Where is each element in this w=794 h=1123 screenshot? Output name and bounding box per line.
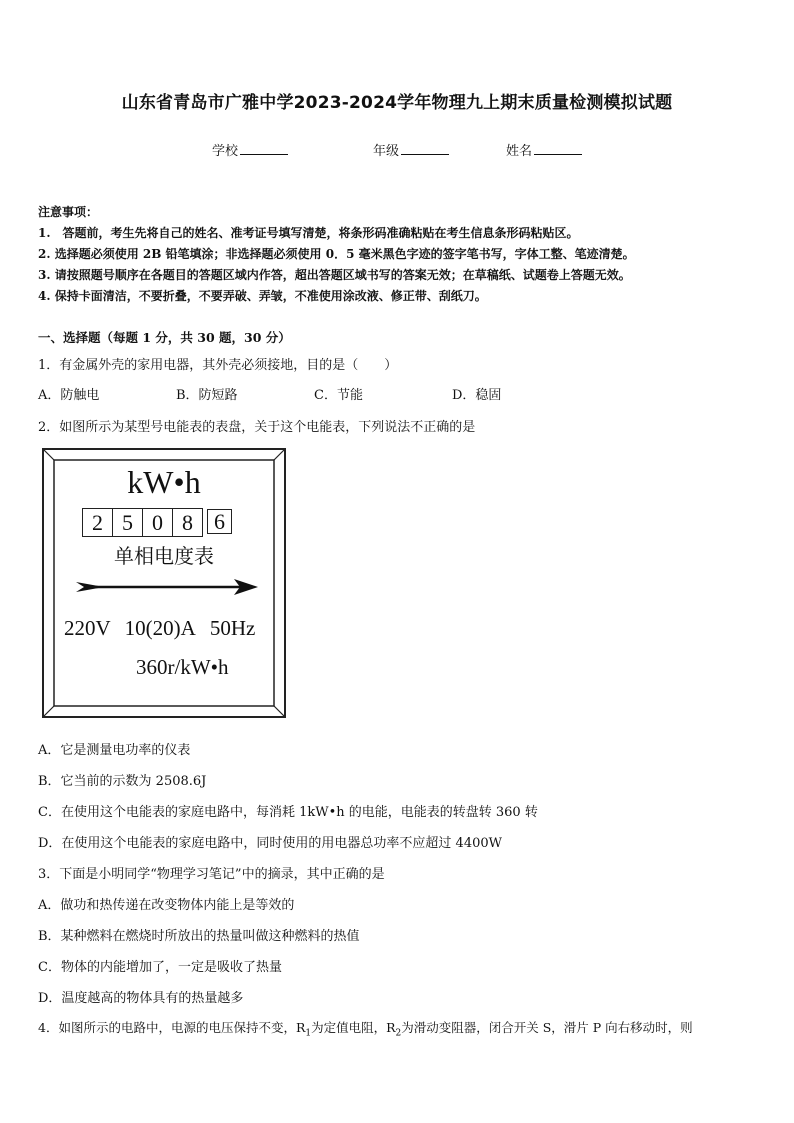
grade-field [373,140,449,159]
meter-digit: 2 [82,508,112,537]
note-item: 1. 答题前，考生先将自己的姓名、准考证号填写清楚，将条形码准确粘贴在考生信息条形码粘贴区。 [38,226,579,240]
name-field [506,140,582,159]
q2-option: B．它当前的示数为 2508.6J [38,774,207,789]
meter-digit: 5 [112,508,142,537]
meter-frequency: 50Hz [209,616,256,640]
q1-option: C．节能 [314,388,363,403]
notes-heading: 注意事项： [38,205,99,219]
meter-ratings [64,616,269,641]
meter-unit: kW•h [127,464,201,500]
q3-option: B．某种燃料在燃烧时所放出的热量叫做这种燃料的热值 [38,929,360,944]
note-item: 4. 保持卡面清洁，不要折叠，不要弄破、弄皱，不准使用涂改液、修正带、刮纸刀。 [38,289,487,303]
school-field [212,140,288,159]
q4-subscript: 2 [395,1028,402,1039]
q2-stem: 2．如图所示为某型号电能表的表盘，关于这个电能表，下列说法不正确的是 [38,420,476,435]
q1-option: D．稳固 [452,388,502,403]
meter-constant: 360r/kW•h [136,655,229,679]
meter-type: 单相电度表 [114,544,214,568]
q2-option: C．在使用这个电能表的家庭电路中，每消耗 1kW•h 的电能，电能表的转盘转 360 转 [38,805,538,820]
meter-current: 10(20)A [124,616,196,640]
grade-blank [401,142,449,155]
grade-label: 年级 [373,144,400,159]
q3-option: D．温度越高的物体具有的热量越多 [38,991,244,1006]
q1-stem: 1．有金属外壳的家用电器，其外壳必须接地，目的是（ ） [38,358,398,373]
meter-digit: 0 [142,508,172,537]
q4-text: 为滑动变阻器，闭合开关 S，滑片 P 向右移动时，则 [401,1020,693,1035]
meter-voltage: 220V [64,616,111,640]
q2-option: A．它是测量电功率的仪表 [38,743,191,758]
q3-option: C．物体的内能增加了，一定是吸收了热量 [38,960,282,975]
page-title: 山东省青岛市广雅中学2023-2024学年物理九上期末质量检测模拟试题 [121,93,673,113]
q4-subscript: 1 [305,1028,312,1039]
q2-option: D．在使用这个电能表的家庭电路中，同时使用的用电器总功率不应超过 4400W [38,836,503,851]
q4-text: 为定值电阻，R [311,1020,396,1035]
note-item: 2. 选择题必须使用 2B 铅笔填涂；非选择题必须使用 0．5 毫米黑色字迹的签字笔书写，字体工整、笔迹清楚。 [38,247,635,261]
electric-meter-figure [42,448,286,718]
name-blank [534,142,582,155]
meter-decimal-digit: 6 [207,509,232,534]
q3-option: A．做功和热传递在改变物体内能上是等效的 [38,898,295,913]
q1-option: B．防短路 [176,388,238,403]
school-blank [240,142,288,155]
q4-stem [38,1018,693,1039]
q1-option: A．防触电 [38,388,100,403]
rotation-arrow-icon [74,576,260,598]
q3-stem: 3．下面是小明同学“物理学习笔记”中的摘录，其中正确的是 [38,867,385,882]
meter-digit: 8 [172,508,203,537]
section-heading: 一、选择题（每题 1 分，共 30 题，30 分） [38,330,291,345]
note-item: 3. 请按照题号顺序在各题目的答题区域内作答，超出答题区域书写的答案无效；在草稿纸、试题卷上答题无效。 [38,268,631,282]
meter-reading [82,508,232,537]
name-label: 姓名 [506,144,533,159]
q4-text: 4．如图所示的电路中，电源的电压保持不变，R [38,1020,306,1035]
school-label: 学校 [212,144,239,159]
